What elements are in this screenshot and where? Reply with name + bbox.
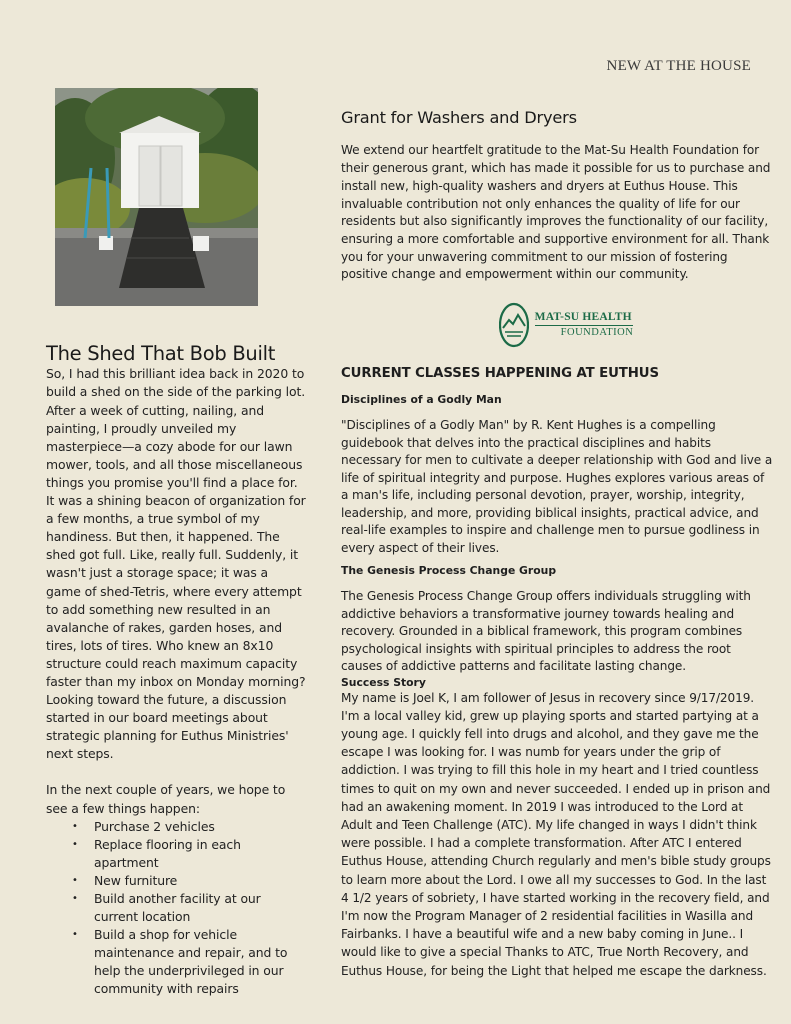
bullet-icon: • — [72, 893, 78, 905]
dgm-body: "Disciplines of a Godly Man" by R. Kent Hughes is a compelling guidebook that delves into the practical disciplines and habits necessary for men to cultivate a deeper relationship with God and live a life of spiritual integrity and purpose. Hughes explores various areas of a man's life, including personal devotion, prayer, worship, integrity, leadership, and more, providing biblical insights, practical advice, and real-life examples to inspire and challenge men to pursue godliness in every aspect of their lives. — [341, 418, 773, 555]
shed-article — [46, 342, 306, 999]
list-item: • Purchase 2 vehicles — [46, 818, 306, 836]
list-item: • Build a shop for vehicle maintenance and repair, and to help the underprivileged in our community with repairs — [72, 927, 288, 997]
foundation-logo — [341, 302, 773, 348]
section-header: NEW AT THE HOUSE — [606, 58, 751, 74]
list-item: • Build another facility at our current location — [72, 891, 261, 925]
mountain-icon — [499, 302, 529, 348]
plans-list — [46, 818, 306, 999]
logo-line-1: MAT-SU HEALTH — [534, 310, 632, 323]
shed-photo — [55, 88, 258, 306]
success-heading: Success Story — [341, 675, 426, 689]
shed-paragraph-2: In the next couple of years, we hope to see a few things happen: — [46, 782, 286, 816]
bullet-icon: • — [72, 838, 78, 850]
gp-heading: The Genesis Process Change Group — [341, 564, 557, 578]
list-item: • New furniture — [46, 872, 306, 890]
bullet-icon: • — [72, 874, 78, 886]
grant-title: Grant for Washers and Dryers — [341, 108, 577, 127]
list-item: • Replace flooring in each apartment — [72, 836, 241, 870]
logo-line-2: FOUNDATION — [560, 327, 634, 339]
bullet-icon: • — [72, 929, 78, 941]
dgm-heading: Disciplines of a Godly Man — [341, 393, 502, 407]
right-column — [341, 108, 773, 980]
shed-title: The Shed That Bob Built — [46, 342, 276, 365]
shed-paragraph-1: So, I had this brilliant idea back in 2020 to build a shed on the side of the parking lot. After a week of cutting, nailing, and painting, I proudly unveiled my masterpiece—a cozy abode for our lawn mower, tools, and all those miscellaneous things you promise you'll find a place for. It was a shining beacon of organization for a few months, a true symbol of my handiness. But then, it happened. The shed got full. Like, really full. Suddenly, it wasn't just a storage space; it was a game of shed-Tetris, where every attempt to add something new resulted in an avalanche of rakes, garden hoses, and tires, lots of tires. Who knew an 8x10 structure could reach maximum capacity faster than my inbox on Monday morning? Looking toward the future, a discussion started in our board meetings about strategic planning for Euthus Ministries' next steps. — [46, 366, 306, 762]
gp-body: The Genesis Process Change Group offers individuals struggling with addictive behaviors a transformative journey towards healing and recovery. Grounded in a biblical framework, this program combines psychological insights with spiritual principles to address the root causes of addictive patterns and facilitate lasting change. — [341, 589, 751, 674]
bullet-icon: • — [72, 820, 78, 832]
classes-title: CURRENT CLASSES HAPPENING AT EUTHUS — [341, 366, 659, 382]
grant-body: We extend our heartfelt gratitude to the Mat-Su Health Foundation for their generous grant, which has made it possible for us to purchase and install new, high-quality washers and dryers at Euthus House. This invaluable contribution not only enhances the quality of life for our residents but also significantly improves the functionality of our facility, ensuring a more comfortable and supportive environment for all. Thank you for your unwavering commitment to our mission of fostering positive change and empowerment within our community. — [341, 143, 771, 282]
success-body: My name is Joel K, I am follower of Jesus in recovery since 9/17/2019. I'm a local valley kid, grew up playing sports and started partying at a young age. I quickly fell into drugs and alcohol, and they gave me the escape I was looking for. I was numb for years under the grip of addiction. I was trying to fill this hole in my heart and I tried countless times to quit on my own and never succeeded. I ended up in prison and had an awakening moment. In 2019 I was introduced to the Lord at Adult and Teen Challenge (ATC). My life changed in ways I didn't think were possible. I had a complete transformation. After ATC I entered Euthus House, attending Church regularly and men's bible study groups to learn more about the Lord. I owe all my successes to God. In the last 4 1/2 years of sobriety, I have started working in the recovery field, and I'm now the Program Manager of 2 residential facilities in Wasilla and Fairbanks. I have a beautiful wife and a new baby coming in June.. I would like to give a special Thanks to ATC, True North Recovery, and Euthus House, for being the Light that helped me escape the darkness. — [341, 690, 771, 978]
